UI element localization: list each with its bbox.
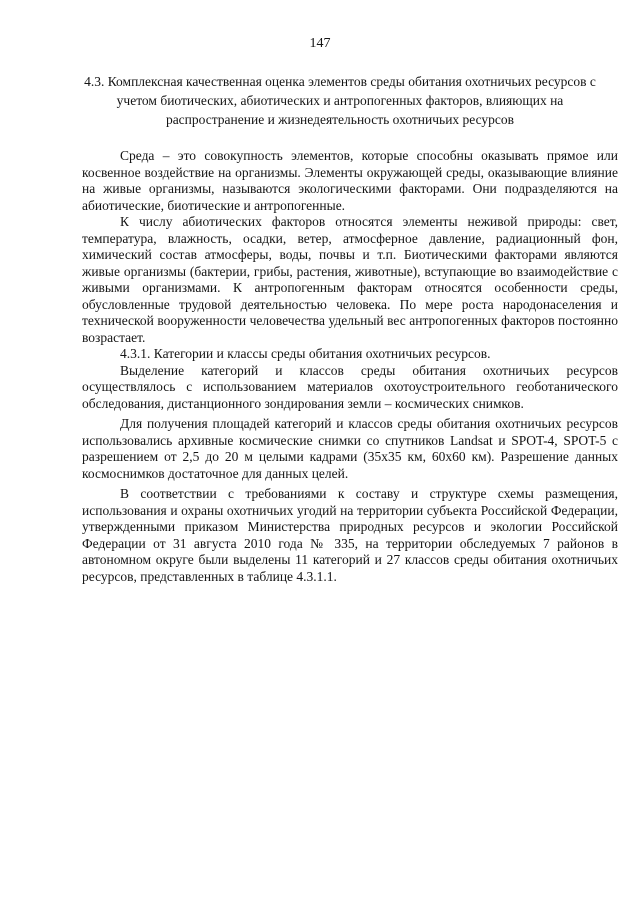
paragraph-definition: Среда – это совокупность элементов, которые способны оказывать прямое или косвенное воздействие на организмы. Элементы окружающей среды, оказывающие влияние на живые организмы, называются экологическими факторами. Они подразделяются на абиотические, биотические и антропогенные. bbox=[82, 148, 618, 213]
paragraph-factors: К числу абиотических факторов относятся элементы неживой природы: свет, температура, влажность, осадки, ветер, атмосферное давление, радиационный фон, химический состав атмосферы, воды, почвы и т.п. Биотическими факторами являются живые организмы (бактерии, грибы, растения, животные), вступающие во взаимодействие с живыми организмами. К антропогенным факторам относятся особенности среды, обусловленные трудовой деятельностью человека. По мере роста народонаселения и технической вооруженности человечества удельный вес антропогенных факторов постоянно возрастает. bbox=[82, 214, 618, 345]
paragraph-requirements: В соответствии с требованиями к составу и структуре схемы размещения, использования и охраны охотничьих угодий на территории субъекта Российской Федерации, утвержденными приказом Министерства природных ресурсов и экологии Российской Федерации от 31 августа 2010 года № 335, на территории обследуемых 7 районов в автономном округе были выделены 11 категорий и 27 классов среды обитания охотничьих ресурсов, представленных в таблице 4.3.1.1. bbox=[82, 486, 618, 584]
page-number: 147 bbox=[309, 36, 331, 51]
body-text bbox=[82, 148, 618, 585]
section-heading: 4.3. Комплексная качественная оценка элементов среды обитания охотничьих ресурсов с учетом биотических, абиотических и антропогенных факторов, влияющих на распространение и жизнедеятельность охотничьих ресурсов bbox=[84, 74, 596, 127]
subsection-heading: 4.3.1. Категории и классы среды обитания охотничьих ресурсов. bbox=[120, 346, 491, 361]
paragraph-classification: Выделение категорий и классов среды обитания охотничьих ресурсов осуществлялось с использованием материалов охотоустроительного геоботанического обследования, дистанционного зондирования земли – космических снимков. bbox=[82, 362, 618, 411]
paragraph-satellite-images: Для получения площадей категорий и классов среды обитания охотничьих ресурсов использовались архивные космические снимки со спутников Landsat и SPOT-4, SPOT-5 с разрешением от 2,5 до 20 м целыми кадрами (35х35 км, 60х60 км). Разрешение данных космоснимков достаточное для данных целей. bbox=[82, 416, 618, 481]
